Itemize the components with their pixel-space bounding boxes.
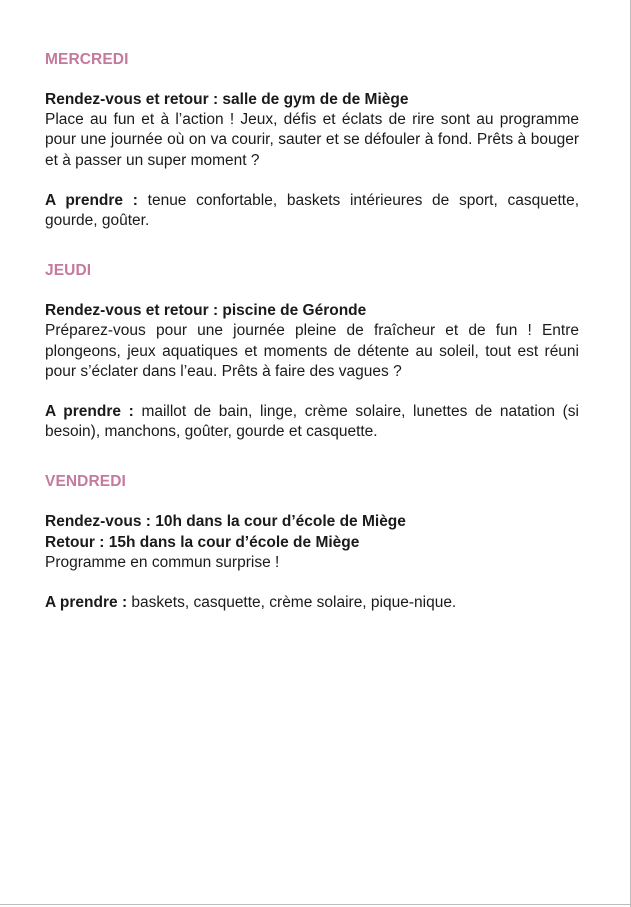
description: Place au fun et à l’action ! Jeux, défis et éclats de rire sont au programme pour une journée où on va courir, sauter et se défouler à fond. Prêts à bouger et à passer un super moment ? — [45, 111, 579, 169]
bring-label: A prendre : — [45, 403, 134, 421]
bring-label: A prendre : — [45, 594, 128, 612]
meeting-line: Rendez-vous : 10h dans la cour d’école de Miège — [45, 513, 406, 531]
day-heading: VENDREDI — [45, 473, 126, 491]
day-heading: JEUDI — [45, 262, 92, 280]
section-jeudi — [45, 261, 579, 442]
section-vendredi — [45, 472, 579, 613]
section-mercredi — [45, 50, 579, 231]
page-edge-bottom — [0, 904, 631, 905]
document-content — [45, 50, 579, 643]
day-heading: MERCREDI — [45, 51, 129, 68]
bring-text: tenue confortable, baskets intérieures de sport, casquette, gourde, goûter. — [45, 191, 580, 230]
meeting-line: Rendez-vous et retour : salle de gym de de Miège — [45, 91, 409, 108]
return-line: Retour : 15h dans la cour d’école de Miège — [45, 533, 360, 551]
bring-list — [45, 191, 579, 231]
description: Préparez-vous pour une journée pleine de fraîcheur et de fun ! Entre plongeons, jeux aquatiques et moments de détente au soleil, tout est réuni pour s’éclater dans l’eau. Prêts à faire des vagues ? — [45, 322, 579, 380]
bring-list — [45, 402, 579, 442]
bring-list — [45, 593, 579, 613]
description: Programme en commun surprise ! — [45, 553, 280, 571]
bring-label: A prendre : — [45, 191, 138, 209]
bring-text: maillot de bain, linge, crème solaire, lunettes de natation (si besoin), manchons, goûter, gourde et casquette. — [45, 403, 579, 441]
meeting-line: Rendez-vous et retour : piscine de Géronde — [45, 302, 367, 320]
bring-text: baskets, casquette, crème solaire, pique-nique. — [131, 594, 457, 612]
